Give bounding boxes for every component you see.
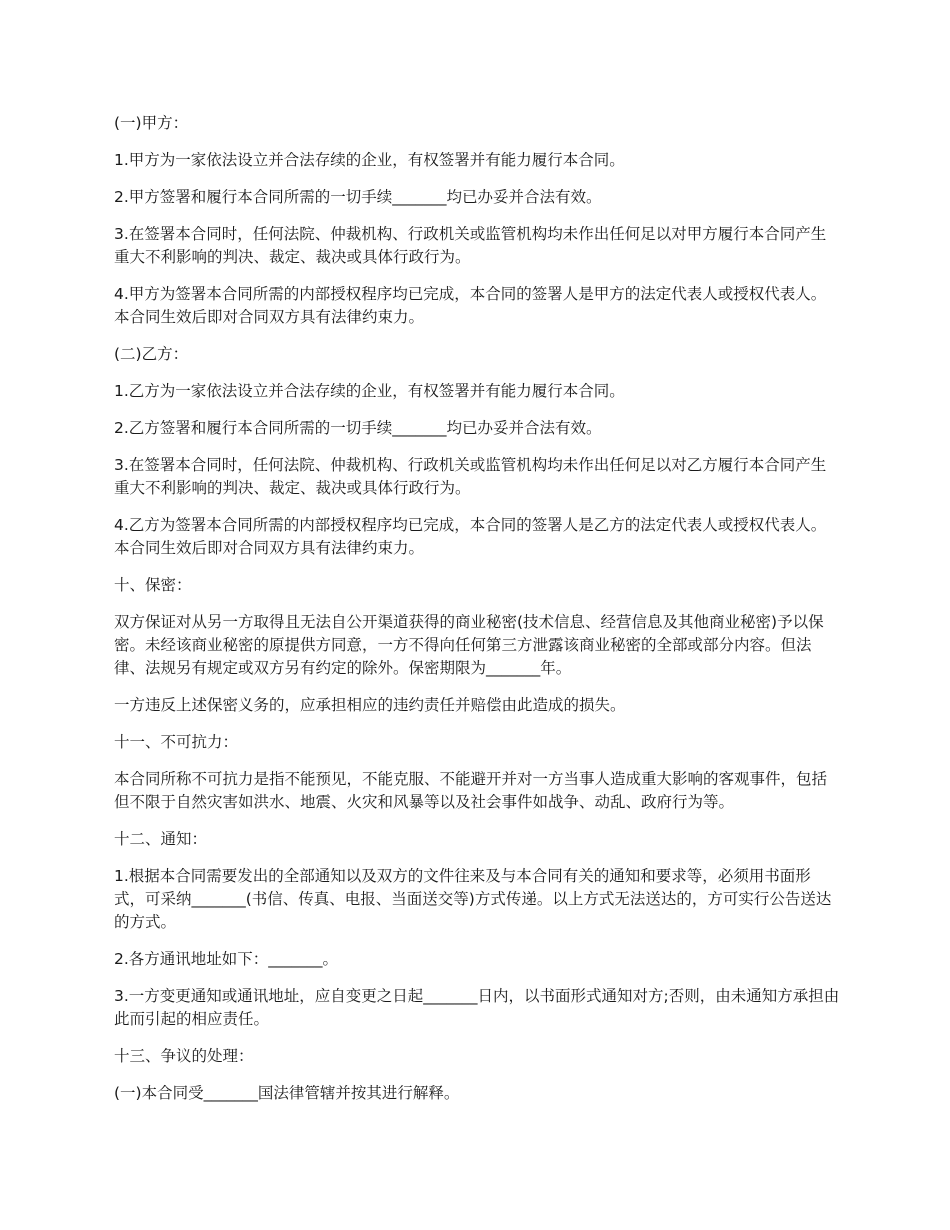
section-heading-notice: 十二、通知：: [114, 830, 208, 848]
confidentiality-breach-clause: 一方违反上述保密义务的，应承担相应的违约责任并赔偿由此造成的损失。: [114, 696, 626, 714]
notice-clause-1: 1.根据本合同需要发出的全部通知以及双方的文件往来及与本合同有关的通知和要求等，必须用书面形式，可采纳_______(书信、传真、电报、当面送交等)方式传递。以上方式无法送达的，方可实行公告送达的方式。: [114, 867, 832, 931]
confidentiality-clause: 双方保证对从另一方取得且无法自公开渠道获得的商业秘密(技术信息、经营信息及其他商业秘密)予以保密。未经该商业秘密的原提供方同意，一方不得向任何第三方泄露该商业秘密的全部或部分内容。但法律、法规另有规定或双方另有约定的除外。保密期限为_______年。: [114, 613, 824, 677]
notice-clause-2: 2.各方通讯地址如下：_______。: [114, 950, 339, 968]
section-heading-party-b: (二)乙方：: [114, 345, 189, 363]
section-heading-party-a: (一)甲方：: [114, 114, 189, 132]
party-a-clause-3: 3.在签署本合同时，任何法院、仲裁机构、行政机关或监管机构均未作出任何足以对甲方履行本合同产生重大不利影响的判决、裁定、裁决或具体行政行为。: [114, 225, 827, 266]
dispute-clause-1: (一)本合同受_______国法律管辖并按其进行解释。: [114, 1084, 460, 1102]
notice-clause-3: 3.一方变更通知或通讯地址，应自变更之日起_______日内，以书面形式通知对方;否则，由未通知方承担由此而引起的相应责任。: [114, 987, 840, 1028]
section-heading-dispute: 十三、争议的处理：: [114, 1047, 254, 1065]
party-b-clause-4: 4.乙方为签署本合同所需的内部授权程序均已完成，本合同的签署人是乙方的法定代表人或授权代表人。本合同生效后即对合同双方具有法律约束力。: [114, 516, 827, 557]
party-b-clause-1: 1.乙方为一家依法设立并合法存续的企业，有权签署并有能力履行本合同。: [114, 382, 625, 400]
section-heading-force-majeure: 十一、不可抗力：: [114, 733, 239, 751]
force-majeure-clause: 本合同所称不可抗力是指不能预见，不能克服、不能避开并对一方当事人造成重大影响的客观事件，包括但不限于自然灾害如洪水、地震、火灾和风暴等以及社会事件如战争、动乱、政府行为等。: [114, 770, 828, 811]
party-a-clause-1: 1.甲方为一家依法设立并合法存续的企业，有权签署并有能力履行本合同。: [114, 151, 625, 169]
party-b-clause-2: 2.乙方签署和履行本合同所需的一切手续_______均已办妥并合法有效。: [114, 419, 602, 437]
section-heading-confidentiality: 十、保密：: [114, 576, 192, 594]
party-b-clause-3: 3.在签署本合同时，任何法院、仲裁机构、行政机关或监管机构均未作出任何足以对乙方履行本合同产生重大不利影响的判决、裁定、裁决或具体行政行为。: [114, 456, 827, 497]
party-a-clause-2: 2.甲方签署和履行本合同所需的一切手续_______均已办妥并合法有效。: [114, 188, 602, 206]
party-a-clause-4: 4.甲方为签署本合同所需的内部授权程序均已完成，本合同的签署人是甲方的法定代表人或授权代表人。本合同生效后即对合同双方具有法律约束力。: [114, 285, 827, 326]
